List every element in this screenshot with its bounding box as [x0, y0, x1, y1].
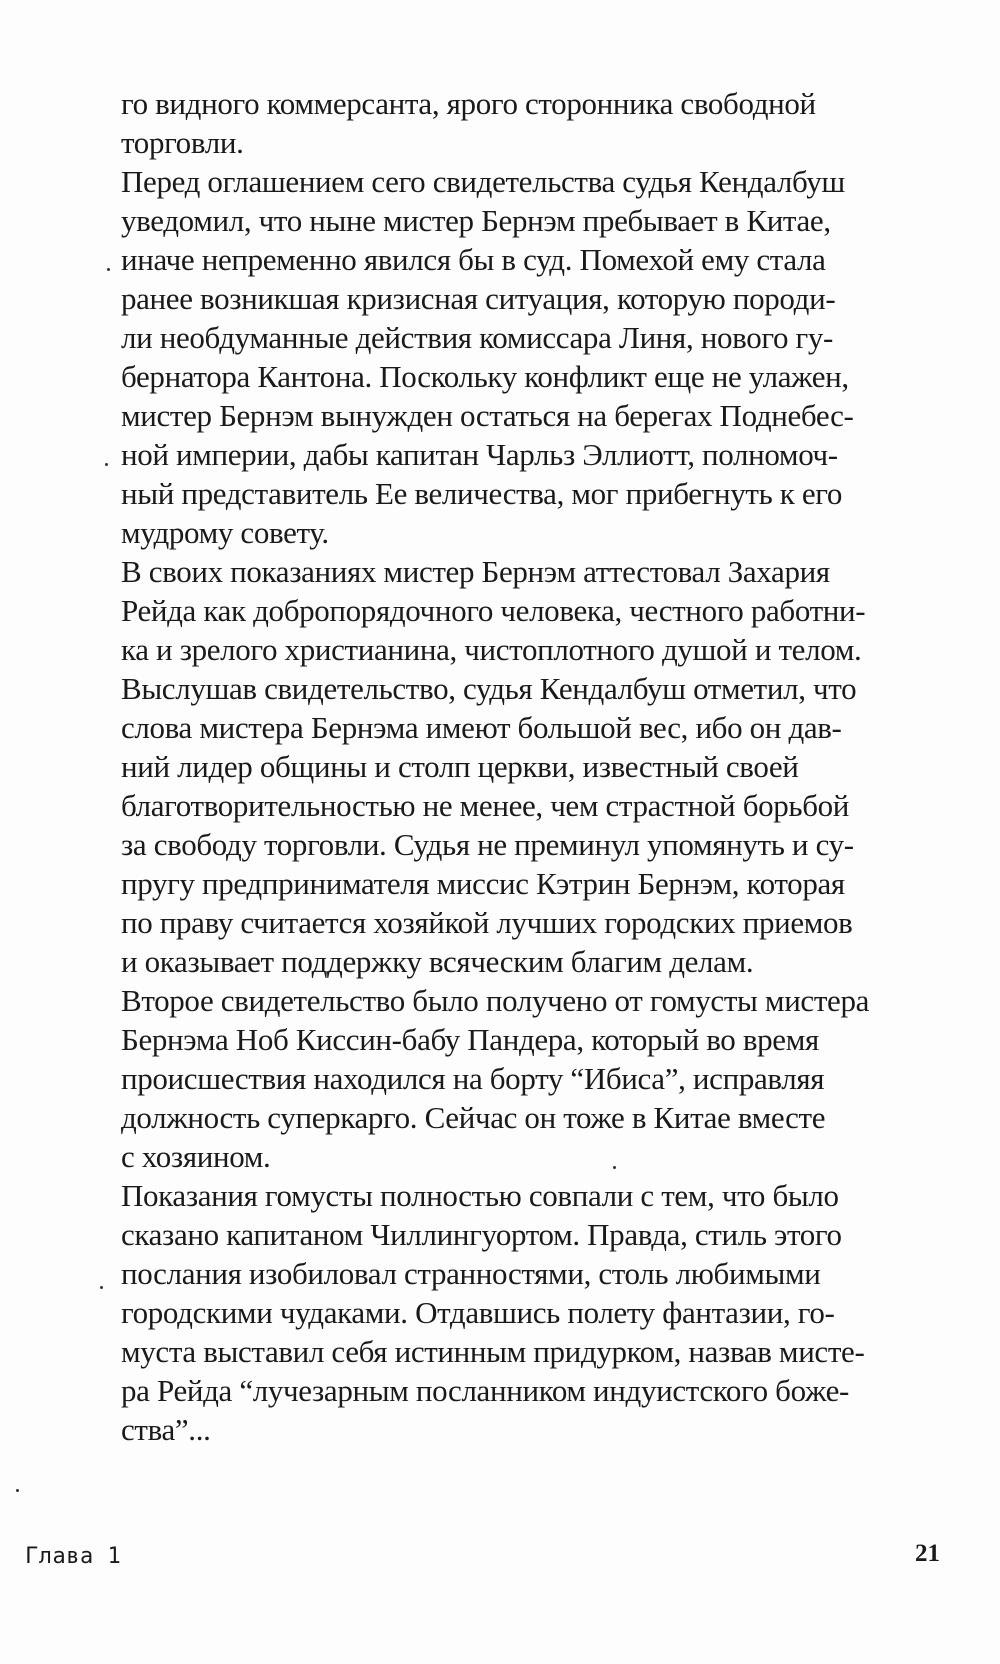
text-line: с хозяином.	[121, 1139, 271, 1174]
chapter-label: Глава 1	[25, 1544, 122, 1569]
text-line: ства”...	[121, 1412, 211, 1447]
text-line: ранее возникшая кризисная ситуация, которую породи-	[121, 281, 836, 316]
text-line: уведомил, что ныне мистер Бернэм пребывает в Китае,	[121, 203, 831, 238]
text-line: иначе непременно явился бы в суд. Помехой ему стала	[121, 242, 826, 277]
text-line: го видного коммерсанта, ярого сторонника свободной	[121, 86, 816, 121]
text-line: Выслушав свидетельство, судья Кендалбуш отметил, что	[121, 671, 857, 706]
text-line: городскими чудаками. Отдавшись полету фантазии, го-	[121, 1295, 835, 1330]
text-line: происшествия находился на борту “Ибиса”, исправляя	[121, 1061, 825, 1096]
print-speck	[107, 268, 110, 271]
text-line: Рейда как добропорядочного человека, честного работни-	[121, 593, 866, 628]
text-line: Перед оглашением сего свидетельства судья Кендалбуш	[121, 164, 845, 199]
text-line: слова мистера Бернэма имеют большой вес, ибо он дав-	[121, 710, 842, 745]
text-line: сказано капитаном Чиллингуортом. Правда, стиль этого	[121, 1217, 842, 1252]
body-text	[121, 84, 941, 1449]
text-line: ный представитель Ее величества, мог прибегнуть к его	[121, 476, 843, 511]
text-line: должность суперкарго. Сейчас он тоже в Китае вместе	[121, 1100, 826, 1135]
text-line: ний лидер общины и столп церкви, известный своей	[121, 749, 799, 784]
print-speck	[105, 463, 108, 466]
text-line: торговли.	[121, 125, 244, 160]
text-line: В своих показаниях мистер Бернэм аттестовал Захария	[121, 554, 830, 589]
text-line: ной империи, дабы капитан Чарльз Эллиотт, полномоч-	[121, 437, 838, 472]
text-line: и оказывает поддержку всяческим благим делам.	[121, 944, 754, 979]
text-line: муста выставил себя истинным придурком, назвав мисте-	[121, 1334, 865, 1369]
print-speck	[613, 1166, 616, 1169]
text-line: благотворительностью не менее, чем страстной борьбой	[121, 788, 850, 823]
text-line: бернатора Кантона. Поскольку конфликт еще не улажен,	[121, 359, 849, 394]
text-line: послания изобиловал странностями, столь любимыми	[121, 1256, 821, 1291]
text-line: ли необдуманные действия комиссара Линя, нового гу-	[121, 320, 833, 355]
text-line: Бернэма Ноб Киссин-бабу Пандера, который во время	[121, 1022, 819, 1057]
text-line: мудрому совету.	[121, 515, 329, 550]
print-speck	[100, 1286, 103, 1289]
print-speck	[16, 1489, 19, 1492]
text-line: по праву считается хозяйкой лучших городских приемов	[121, 905, 853, 940]
text-line: мистер Бернэм вынужден остаться на берегах Поднебес-	[121, 398, 854, 433]
text-line: за свободу торговли. Судья не преминул упомянуть и су-	[121, 827, 854, 862]
text-line: ра Рейда “лучезарным посланником индуистского боже-	[121, 1373, 850, 1408]
page-number: 21	[915, 1540, 940, 1567]
text-line: ка и зрелого христианина, чистоплотного душой и телом.	[121, 632, 862, 667]
text-line: Показания гомусты полностью совпали с тем, что было	[121, 1178, 839, 1213]
text-line: пругу предпринимателя миссис Кэтрин Бернэм, которая	[121, 866, 845, 901]
text-line: Второе свидетельство было получено от гомусты мистера	[121, 983, 870, 1018]
